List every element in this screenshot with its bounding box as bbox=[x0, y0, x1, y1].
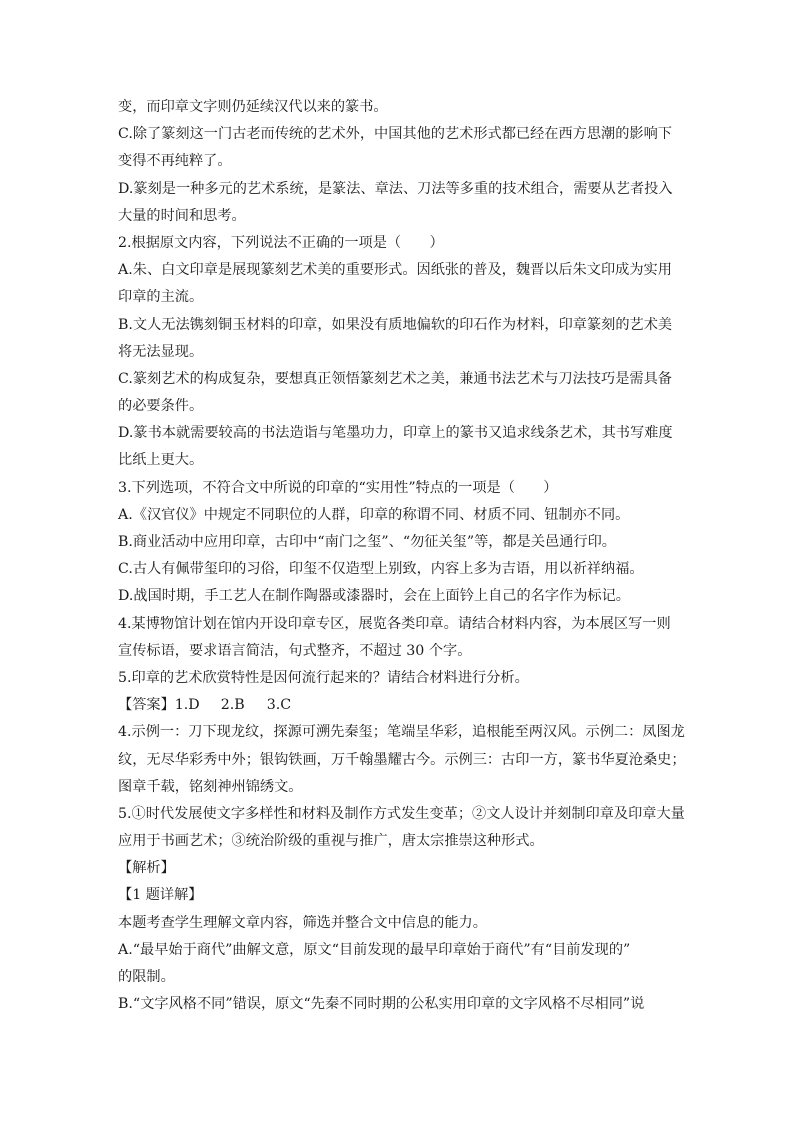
text-line: 【解析】 bbox=[118, 860, 175, 877]
text-line: B.商业活动中应用印章，古印中“南门之玺”、“勿征关玺”等，都是关邑通行印。 bbox=[118, 534, 616, 550]
text-line: 本题考查学生理解文章内容，筛选并整合文中信息的能力。 bbox=[118, 914, 487, 931]
text-line: 大量的时间和思考。 bbox=[118, 207, 246, 224]
text-line: C.除了篆刻这一门古老而传统的艺术外，中国其他的艺术形式都已经在西方思潮的影响下 bbox=[118, 126, 672, 143]
text-line: C.古人有佩带玺印的习俗，印玺不仅造型上别致，内容上多为吉语，用以祈祥纳福。 bbox=[118, 561, 644, 578]
text-line: 纹，无尽华彩秀中外；银钩铁画，万千翰墨耀古今。示例三：古印一方，篆书华夏沧桑史； bbox=[118, 751, 686, 768]
text-line: 4.示例一：刀下现龙纹，探源可溯先秦玺；笔端呈华彩，追根能至两汉风。示例二：凤图龙 bbox=[118, 724, 685, 741]
text-line: C.篆刻艺术的构成复杂，要想真正领悟篆刻艺术之美，兼通书法艺术与刀法技巧是需具备 bbox=[118, 370, 672, 387]
text-line: 的限制。 bbox=[118, 969, 175, 985]
text-line: 2.根据原文内容，下列说法不正确的一项是（ ） bbox=[118, 234, 444, 251]
text-line: 将无法显现。 bbox=[118, 343, 204, 360]
explanation-block bbox=[118, 719, 686, 1018]
text-line: D.篆刻是一种多元的艺术系统，是篆法、章法、刀法等多重的技术组合，需要从艺者投入 bbox=[118, 180, 673, 197]
document-body bbox=[118, 94, 686, 1018]
text-line: 4.某博物馆计划在馆内开设印章专区，展览各类印章。请结合材料内容，为本展区写一则 bbox=[118, 615, 671, 632]
text-line: 图章千载，铭刻神州锦绣文。 bbox=[118, 778, 303, 795]
text-line: 【1 题详解】 bbox=[118, 887, 203, 904]
text-line: 变得不再纯粹了。 bbox=[118, 153, 232, 170]
text-line: D.篆书本就需要较高的书法造诣与笔墨功力，印章上的篆书又追求线条艺术，其书写难度 bbox=[118, 425, 673, 442]
text-line: 应用于书画艺术；③统治阶级的重视与推广，唐太宗推崇这种形式。 bbox=[118, 833, 544, 850]
answer-label: 【答案】 bbox=[118, 697, 175, 714]
text-line: B.文人无法镌刻铜玉材料的印章，如果没有质地偏软的印石作为材料，印章篆刻的艺术美 bbox=[118, 316, 673, 333]
text-line: 5.印章的艺术欣赏特性是因何流行起来的？请结合材料进行分析。 bbox=[118, 669, 529, 686]
text-line: A.《汉官仪》中规定不同职位的人群，印章的称谓不同、材质不同、钮制亦不同。 bbox=[118, 506, 630, 523]
text-line: B.“文字风格不同”错误，原文“先秦不同时期的公私实用印章的文字风格不尽相同”说 bbox=[118, 996, 645, 1013]
text-line: 比纸上更大。 bbox=[118, 452, 204, 469]
text-line: 印章的主流。 bbox=[118, 289, 204, 306]
text-line: D.战国时期，手工艺人在制作陶器或漆器时，会在上面钤上自己的名字作为标记。 bbox=[118, 588, 630, 605]
question-block bbox=[118, 94, 678, 692]
text-line: 宣传标语，要求语言简洁，句式整齐，不超过 30 个字。 bbox=[118, 642, 472, 659]
text-line: 变，而印章文字则仍延续汉代以来的篆书。 bbox=[118, 99, 388, 115]
answer-item: 3.C bbox=[266, 697, 292, 714]
text-line: A.“最早始于商代”曲解文意，原文“目前发现的最早印章始于商代”有“目前发现的” bbox=[118, 941, 631, 958]
text-line: 5.①时代发展使文字多样性和材料及制作方式发生变革；②文人设计并刻制印章及印章大量 bbox=[118, 805, 685, 822]
text-line: 的必要条件。 bbox=[118, 398, 204, 415]
text-line: A.朱、白文印章是展现篆刻艺术美的重要形式。因纸张的普及，魏晋以后朱文印成为实用 bbox=[118, 262, 672, 279]
text-line: 3.下列选项，不符合文中所说的印章的“实用性”特点的一项是（ ） bbox=[118, 479, 558, 496]
answer-line bbox=[118, 692, 678, 719]
answer-item: 1.D bbox=[174, 697, 200, 714]
answer-item: 2.B bbox=[220, 697, 245, 714]
